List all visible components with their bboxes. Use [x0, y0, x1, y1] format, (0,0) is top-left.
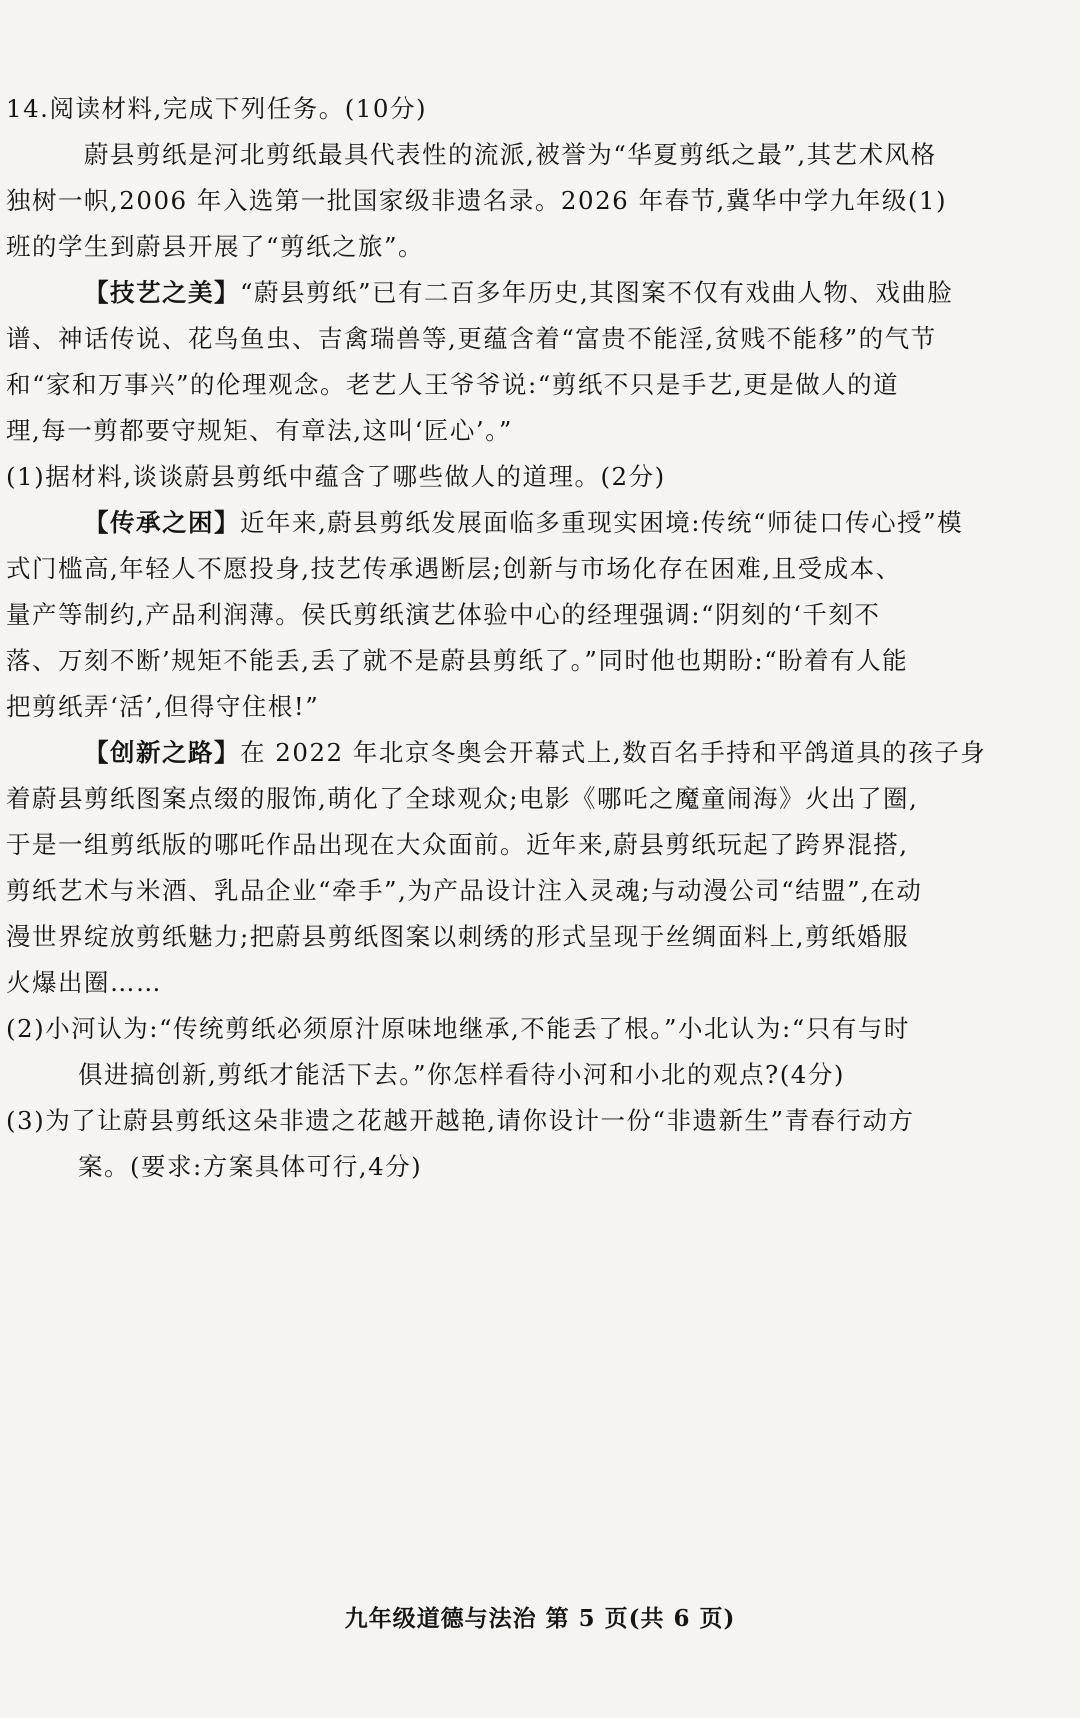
section1-line-4: 理,每一剪都要守规矩、有章法,这叫‘匠心’。” [6, 416, 513, 445]
section3-text-1: 在 2022 年北京冬奥会开幕式上,数百名手持和平鸽道具的孩子身 [240, 738, 987, 767]
section2-line-5: 把剪纸弄‘活’,但得守住根!” [6, 692, 320, 721]
section3-line-5: 漫世界绽放剪纸魅力;把蔚县剪纸图案以刺绣的形式呈现于丝绸面料上,剪纸婚服 [6, 922, 910, 951]
section2-line-3: 量产等制约,产品利润薄。侯氏剪纸演艺体验中心的经理强调:“阴刻的‘千刻不 [6, 600, 881, 629]
task-2-line-1: (2)小河认为:“传统剪纸必须原汁原味地继承,不能丢了根。”小北认为:“只有与时 [6, 1014, 910, 1043]
intro-line-2: 独树一帜,2006 年入选第一批国家级非遗名录。2026 年春节,冀华中学九年级(1) [6, 186, 948, 215]
section1-line-1 [6, 270, 1021, 316]
section3-tag: 【创新之路】 [84, 738, 240, 767]
question-14 [6, 86, 1021, 1190]
task-3-line-1: (3)为了让蔚县剪纸这朵非遗之花越开越艳,请你设计一份“非遗新生”青春行动方 [6, 1106, 915, 1135]
section2-tag: 【传承之困】 [84, 508, 240, 537]
section2-line-4: 落、万刻不断’规矩不能丢,丢了就不是蔚县剪纸了。”同时他也期盼:“盼着有人能 [6, 646, 909, 675]
task-1: (1)据材料,谈谈蔚县剪纸中蕴含了哪些做人的道理。(2分) [6, 462, 666, 491]
section2-line-1 [6, 500, 1021, 546]
section3-line-2: 着蔚县剪纸图案点缀的服饰,萌化了全球观众;电影《哪吒之魔童闹海》火出了圈, [6, 784, 919, 813]
section1-line-2: 谱、神话传说、花鸟鱼虫、吉禽瑞兽等,更蕴含着“富贵不能淫,贫贱不能移”的气节 [6, 324, 937, 353]
question-header: 14.阅读材料,完成下列任务。(10分) [6, 94, 428, 123]
task-2-line-2: 俱进搞创新,剪纸才能活下去。”你怎样看待小河和小北的观点?(4分) [78, 1060, 845, 1089]
intro-line-3: 班的学生到蔚县开展了“剪纸之旅”。 [6, 232, 425, 261]
section1-line-3: 和“家和万事兴”的伦理观念。老艺人王爷爷说:“剪纸不只是手艺,更是做人的道 [6, 370, 900, 399]
section3-line-6: 火爆出圈…… [6, 968, 162, 997]
page-footer: 九年级道德与法治 第 5 页(共 6 页) [344, 1605, 736, 1632]
task-3-line-2: 案。(要求:方案具体可行,4分) [78, 1152, 423, 1181]
section2-line-2: 式门槛高,年轻人不愿投身,技艺传承遇断层;创新与市场化存在困难,且受成本、 [6, 554, 902, 583]
section3-line-4: 剪纸艺术与米酒、乳品企业“牵手”,为产品设计注入灵魂;与动漫公司“结盟”,在动 [6, 876, 923, 905]
section3-line-1 [6, 730, 1021, 776]
section1-tag: 【技艺之美】 [84, 278, 240, 307]
section1-text-1: “蔚县剪纸”已有二百多年历史,其图案不仅有戏曲人物、戏曲脸 [240, 278, 954, 307]
section2-text-1: 近年来,蔚县剪纸发展面临多重现实困境:传统“师徒口传心授”模 [240, 508, 964, 537]
section3-line-3: 于是一组剪纸版的哪吒作品出现在大众面前。近年来,蔚县剪纸玩起了跨界混搭, [6, 830, 909, 859]
intro-line-1: 蔚县剪纸是河北剪纸最具代表性的流派,被誉为“华夏剪纸之最”,其艺术风格 [84, 140, 937, 169]
